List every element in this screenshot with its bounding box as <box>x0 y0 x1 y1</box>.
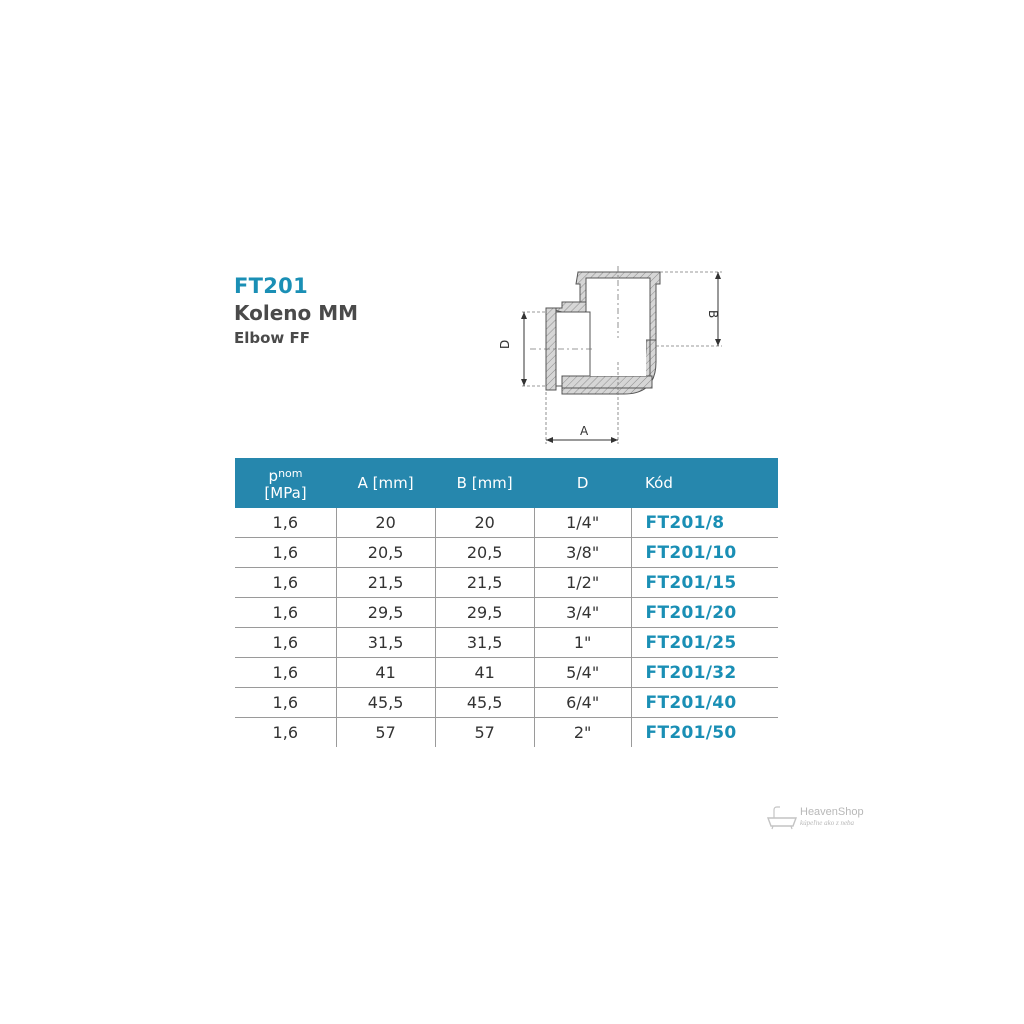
cell-kod: FT201/25 <box>631 628 778 658</box>
cell-d: 6/4" <box>534 688 631 718</box>
cell-pnom: 1,6 <box>235 538 336 568</box>
cell-d: 5/4" <box>534 658 631 688</box>
cell-d: 2" <box>534 718 631 748</box>
cell-a: 41 <box>336 658 435 688</box>
dimension-label-b: B <box>706 310 720 319</box>
header-pnom <box>235 458 336 508</box>
cell-b: 21,5 <box>435 568 534 598</box>
table-header-row <box>235 458 778 508</box>
header-a: A [mm] <box>336 458 435 508</box>
header-pnom-subscript: nom <box>278 466 303 480</box>
dimension-label-a: A <box>580 424 589 438</box>
cell-a: 20 <box>336 508 435 538</box>
cell-a: 57 <box>336 718 435 748</box>
cell-a: 31,5 <box>336 628 435 658</box>
cell-pnom: 1,6 <box>235 508 336 538</box>
product-code: FT201 <box>234 274 309 298</box>
header-d: D <box>534 458 631 508</box>
header-pnom-symbol: p <box>268 466 279 485</box>
cell-pnom: 1,6 <box>235 658 336 688</box>
cell-d: 1" <box>534 628 631 658</box>
cell-d: 1/4" <box>534 508 631 538</box>
cell-pnom: 1,6 <box>235 688 336 718</box>
heavenshop-watermark <box>766 806 864 834</box>
cell-pnom: 1,6 <box>235 598 336 628</box>
table-row <box>235 568 778 598</box>
cell-a: 29,5 <box>336 598 435 628</box>
cell-a: 20,5 <box>336 538 435 568</box>
header-kod: Kód <box>631 458 778 508</box>
cell-b: 20,5 <box>435 538 534 568</box>
cell-d: 3/4" <box>534 598 631 628</box>
specification-table <box>235 458 778 747</box>
table-row <box>235 628 778 658</box>
watermark-name: HeavenShop <box>800 806 864 818</box>
elbow-technical-drawing <box>500 262 740 456</box>
table-row <box>235 538 778 568</box>
cell-kod: FT201/32 <box>631 658 778 688</box>
cell-kod: FT201/10 <box>631 538 778 568</box>
cell-b: 29,5 <box>435 598 534 628</box>
product-name-czech: Koleno MM <box>234 301 359 325</box>
table-row <box>235 718 778 748</box>
cell-b: 57 <box>435 718 534 748</box>
cell-kod: FT201/20 <box>631 598 778 628</box>
cell-pnom: 1,6 <box>235 718 336 748</box>
cell-pnom: 1,6 <box>235 628 336 658</box>
cell-d: 1/2" <box>534 568 631 598</box>
table-row <box>235 508 778 538</box>
cell-b: 31,5 <box>435 628 534 658</box>
dimension-label-d: D <box>498 339 512 349</box>
table-row <box>235 598 778 628</box>
cell-a: 21,5 <box>336 568 435 598</box>
cell-kod: FT201/50 <box>645 722 737 743</box>
cell-kod: FT201/40 <box>631 688 778 718</box>
table-row <box>235 688 778 718</box>
cell-b: 45,5 <box>435 688 534 718</box>
bathtub-logo-icon <box>766 806 798 830</box>
cell-b: 20 <box>435 508 534 538</box>
cell-pnom: 1,6 <box>235 568 336 598</box>
cell-a: 45,5 <box>336 688 435 718</box>
cell-kod: FT201/8 <box>631 508 778 538</box>
header-pnom-unit: [MPa] <box>264 483 307 502</box>
header-b: B [mm] <box>435 458 534 508</box>
table-row <box>235 658 778 688</box>
cell-b: 41 <box>435 658 534 688</box>
watermark-tagline: kúpeľne ako z neba <box>800 819 855 827</box>
cell-kod: FT201/15 <box>631 568 778 598</box>
product-name-english: Elbow FF <box>234 329 311 347</box>
cell-d: 3/8" <box>534 538 631 568</box>
product-title-block <box>234 273 358 349</box>
